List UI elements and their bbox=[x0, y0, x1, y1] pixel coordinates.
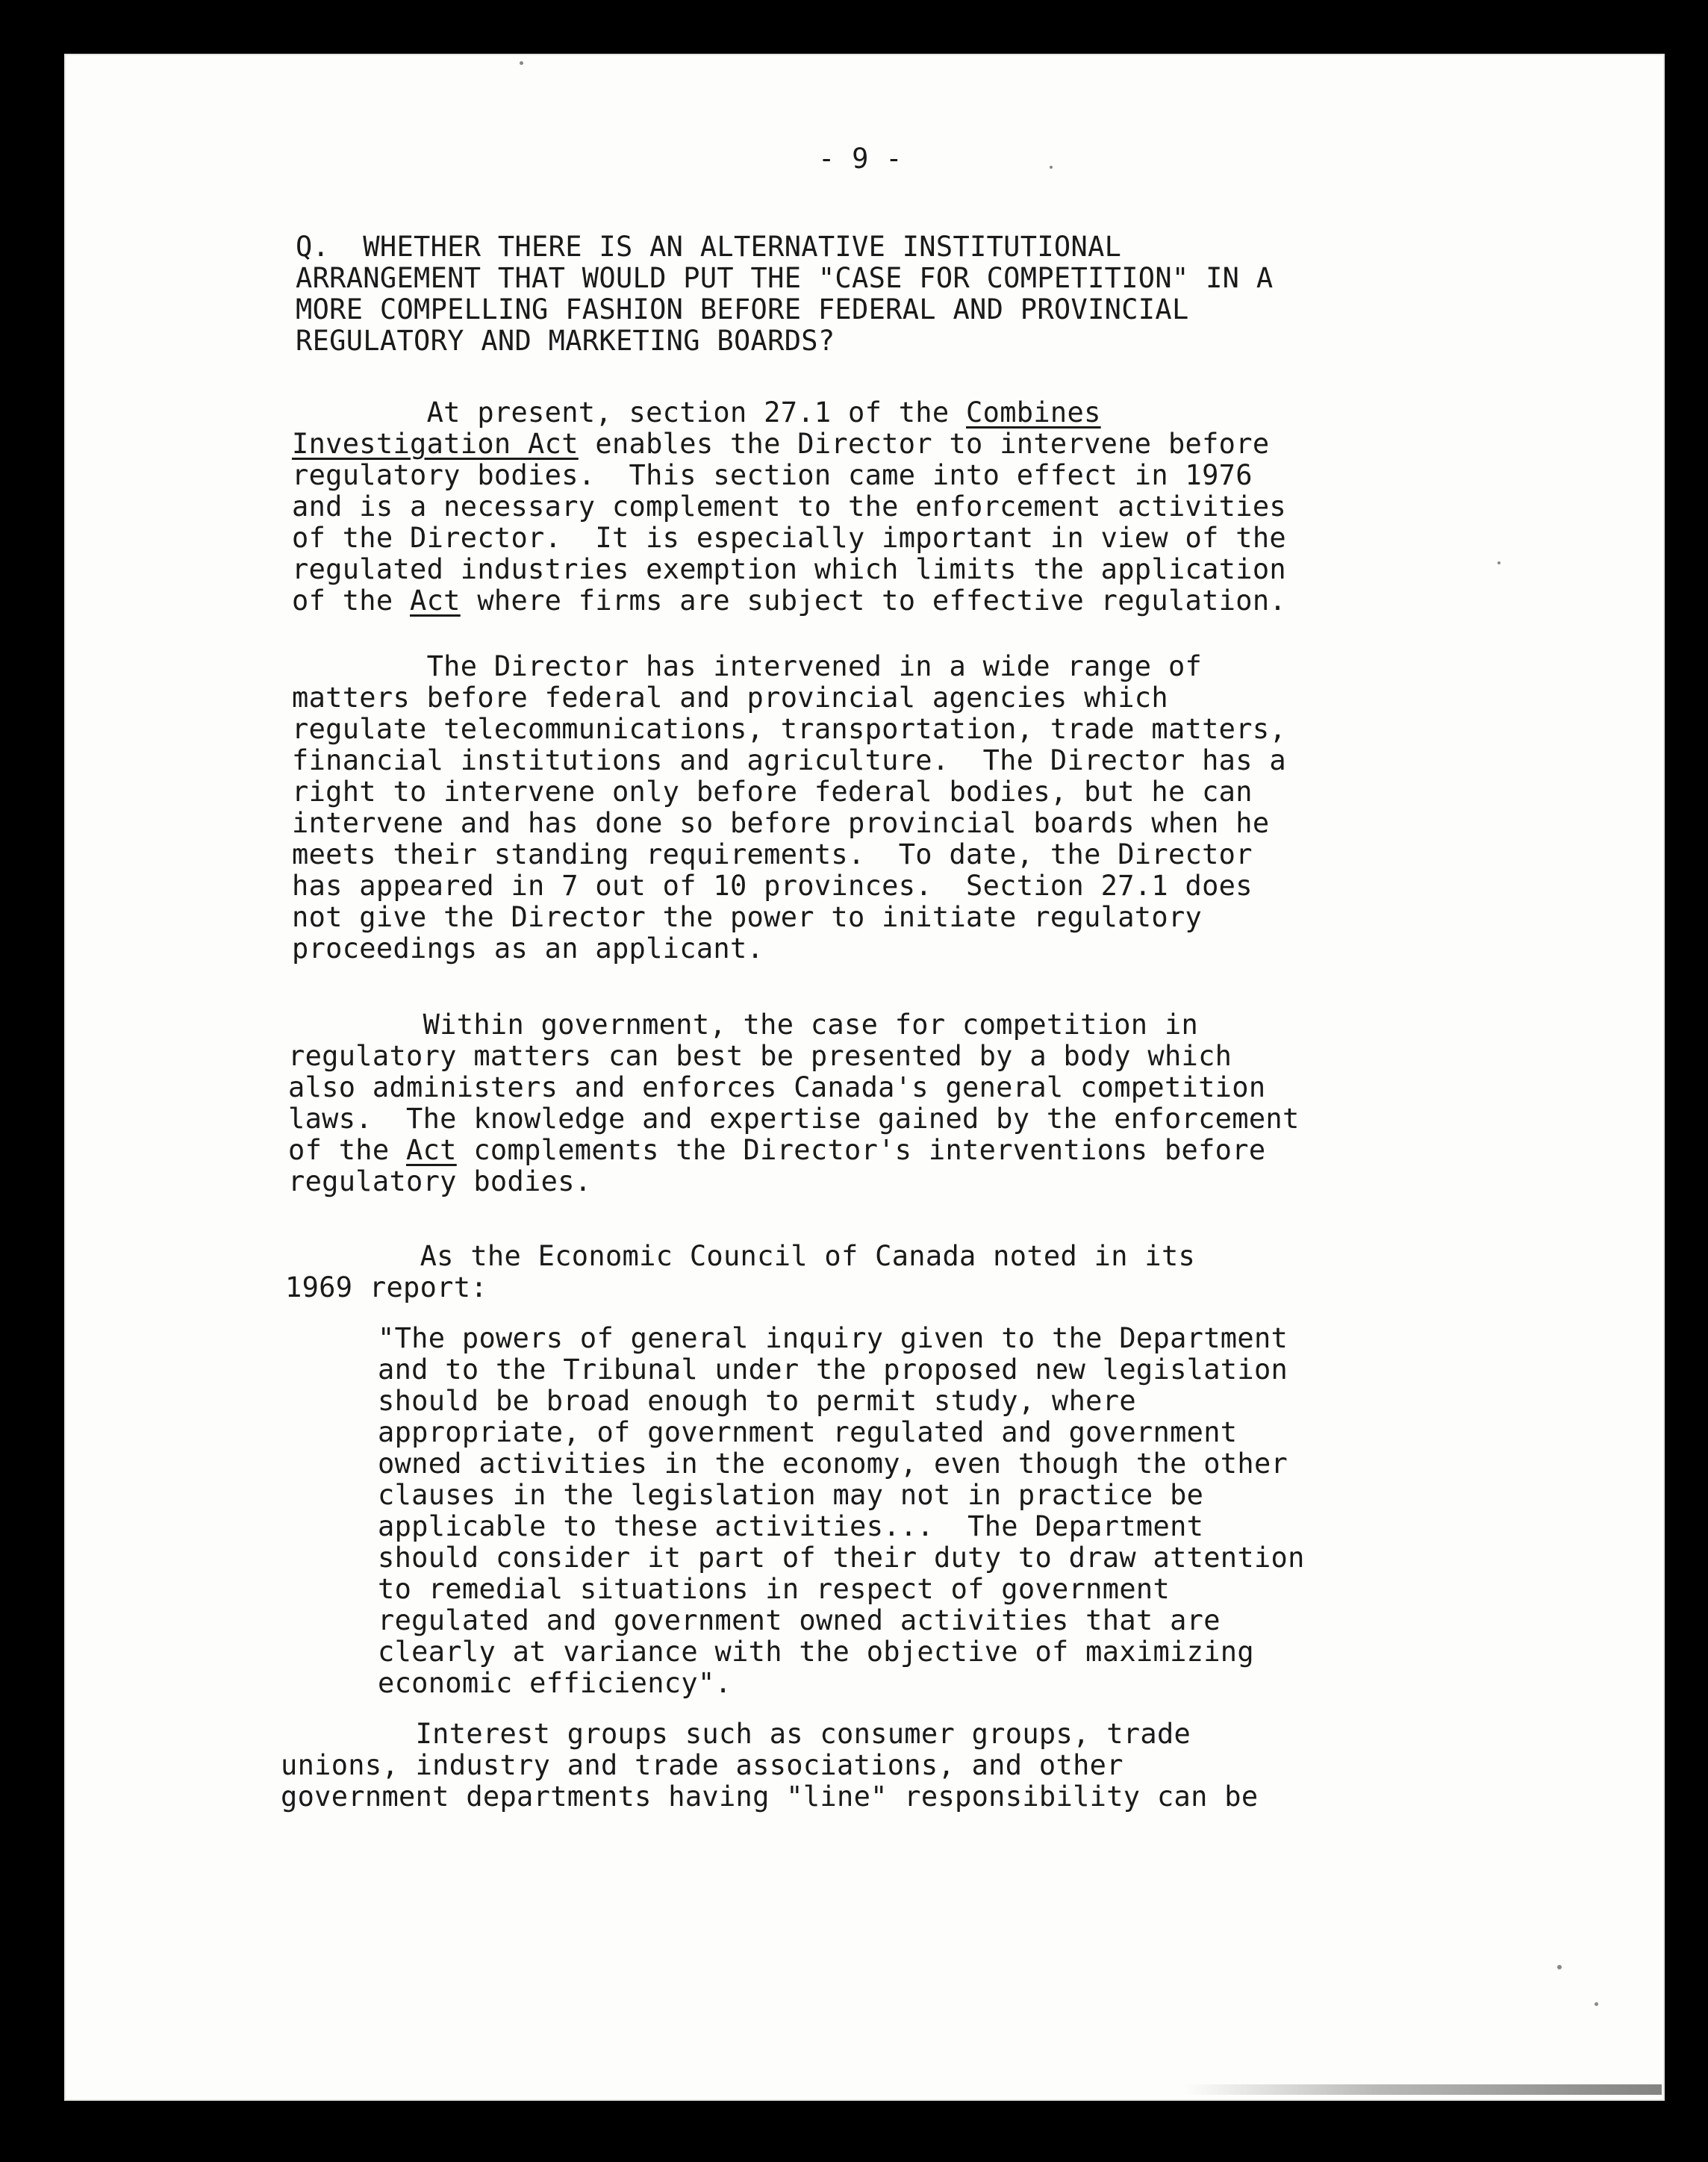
block-quotation bbox=[378, 1323, 1305, 1699]
paragraph-text: of the bbox=[288, 1134, 407, 1166]
paragraph-line: meets their standing requirements. To date, the Director bbox=[292, 838, 1253, 870]
quote-line: and to the Tribunal under the proposed new legislation bbox=[378, 1353, 1288, 1386]
paragraph-text: regulated industries exemption which limits the application bbox=[292, 553, 1286, 585]
paragraph-text: At present, section 27.1 of the bbox=[292, 396, 967, 429]
heading-line: Q. WHETHER THERE IS AN ALTERNATIVE INSTITUTIONAL bbox=[296, 231, 1122, 263]
paragraph-line: unions, industry and trade associations, and other bbox=[281, 1749, 1123, 1781]
paragraph-text: also administers and enforces Canada's general competition bbox=[288, 1071, 1266, 1103]
act-underlined: Act bbox=[410, 585, 461, 617]
document-body bbox=[64, 54, 1665, 2101]
scan-speck bbox=[1557, 1965, 1562, 1969]
act-title-underlined: Combines bbox=[966, 396, 1101, 429]
quote-line: should be broad enough to permit study, where bbox=[378, 1385, 1136, 1417]
document-page bbox=[64, 54, 1665, 2101]
quote-line: "The powers of general inquiry given to the Department bbox=[378, 1322, 1288, 1354]
paragraph-line: right to intervene only before federal bodies, but he can bbox=[292, 776, 1253, 808]
quote-line: should consider it part of their duty to draw attention bbox=[378, 1542, 1305, 1574]
paragraph-text: laws. The knowledge and expertise gained by the enforcement bbox=[288, 1103, 1300, 1135]
paragraph-text: regulatory bodies. This section came into effect in 1976 bbox=[292, 459, 1253, 491]
heading-line: MORE COMPELLING FASHION BEFORE FEDERAL AND PROVINCIAL bbox=[296, 293, 1189, 325]
quote-line: clauses in the legislation may not in practice be bbox=[378, 1479, 1204, 1511]
paragraph-line: financial institutions and agriculture. The Director has a bbox=[292, 744, 1286, 776]
paragraph-line: Interest groups such as consumer groups, trade bbox=[281, 1718, 1191, 1750]
paragraph-line: matters before federal and provincial agencies which bbox=[292, 682, 1168, 714]
scan-speck bbox=[1497, 561, 1500, 564]
paragraph-interventions bbox=[292, 651, 1286, 965]
paragraph-text: regulatory bodies. bbox=[288, 1165, 592, 1197]
paragraph-line: regulate telecommunications, transportation, trade matters, bbox=[292, 713, 1286, 745]
paragraph-line: proceedings as an applicant. bbox=[292, 932, 764, 965]
paragraph-text: of the bbox=[292, 585, 411, 617]
scan-noise bbox=[1184, 2084, 1662, 2095]
paragraph-text: of the Director. It is especially important in view of the bbox=[292, 522, 1286, 554]
heading-line: REGULATORY AND MARKETING BOARDS? bbox=[296, 325, 835, 357]
paragraph-interest-groups bbox=[281, 1719, 1258, 1813]
scan-left-edge bbox=[0, 45, 15, 2135]
quote-line: regulated and government owned activities that are bbox=[378, 1604, 1221, 1636]
scan-speck bbox=[520, 61, 523, 65]
act-underlined: Act bbox=[406, 1134, 457, 1166]
quote-line: clearly at variance with the objective of maximizing bbox=[378, 1636, 1254, 1668]
paragraph-line: The Director has intervened in a wide range of bbox=[292, 650, 1203, 682]
paragraph-text: Within government, the case for competition in bbox=[288, 1009, 1199, 1041]
paragraph-text: regulatory matters can best be presented by a body which bbox=[288, 1040, 1232, 1072]
quote-line: owned activities in the economy, even though the other bbox=[378, 1448, 1288, 1480]
quote-line: economic efficiency". bbox=[378, 1667, 732, 1699]
scan-speck bbox=[1595, 2002, 1598, 2006]
paragraph-within-government bbox=[288, 1009, 1300, 1197]
paragraph-text: where firms are subject to effective regulation. bbox=[460, 585, 1286, 617]
paragraph-line: not give the Director the power to initiate regulatory bbox=[292, 901, 1203, 933]
paragraph-line: government departments having "line" responsibility can be bbox=[281, 1781, 1259, 1813]
heading-line: ARRANGEMENT THAT WOULD PUT THE "CASE FOR COMPETITION" IN A bbox=[296, 262, 1274, 294]
question-heading bbox=[296, 231, 1273, 357]
quote-line: appropriate, of government regulated and government bbox=[378, 1416, 1238, 1448]
scan-speck bbox=[1050, 166, 1053, 169]
paragraph-text: complements the Director's interventions before bbox=[456, 1134, 1266, 1166]
paragraph-line: 1969 report: bbox=[285, 1271, 487, 1303]
paragraph-text: enables the Director to intervene before bbox=[578, 428, 1270, 460]
act-title-underlined: Investigation Act bbox=[292, 428, 579, 460]
quote-line: to remedial situations in respect of government bbox=[378, 1573, 1171, 1605]
page-number: - 9 - bbox=[818, 143, 903, 175]
paragraph-economic-council bbox=[285, 1241, 1195, 1303]
paragraph-line: As the Economic Council of Canada noted in its bbox=[285, 1240, 1196, 1272]
paragraph-line: intervene and has done so before provincial boards when he bbox=[292, 807, 1270, 839]
paragraph-section-27-1 bbox=[292, 397, 1286, 617]
paragraph-line: has appeared in 7 out of 10 provinces. Section 27.1 does bbox=[292, 870, 1253, 902]
quote-line: applicable to these activities... The Department bbox=[378, 1510, 1204, 1542]
paragraph-text: and is a necessary complement to the enforcement activities bbox=[292, 490, 1286, 523]
